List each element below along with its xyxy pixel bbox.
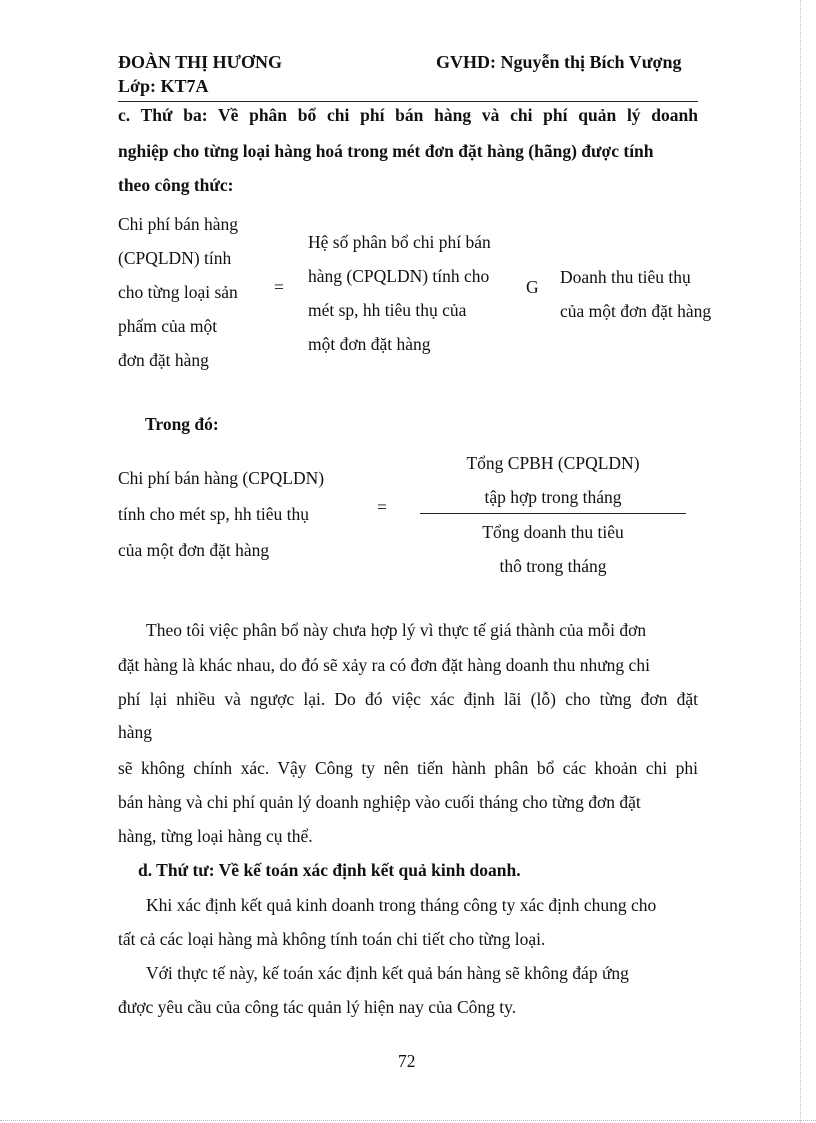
paragraph1-line: hàng, từng loại hàng cụ thể. [118,826,313,846]
section-d-heading: d. Thứ tư: Về kế toán xác định kết quả kinh doanh. [138,860,521,880]
formula2-numerator-line: tập hợp trong tháng [484,487,622,507]
trong-do-heading: Trong đó: [145,414,219,434]
formula1-lhs [118,207,238,377]
formula2-denominator-line: thô trong tháng [499,556,607,576]
paragraph2-line: tất cả các loại hàng mà không tính toán chi tiết cho từng loại. [118,929,546,949]
page-edge-right [800,0,801,1123]
formula1-mid-line: hàng (CPQLDN) tính cho [308,266,490,286]
formula1-mid-line: Hệ số phân bổ chi phí bán [308,232,491,252]
formula2-lhs [118,460,324,568]
formula1-mid [308,225,491,361]
paragraph1-line: hàng [118,722,153,742]
page-number: 72 [398,1051,416,1071]
formula2-denominator [420,515,686,583]
formula1-mid-line: mét sp, hh tiêu thụ của [308,300,467,320]
formula1-lhs-line: phẩm của một [118,316,218,336]
formula1-rhs-line: Doanh thu tiêu thụ [560,267,691,287]
section-c-line1: c. Thứ ba: Về phân bổ chi phí bán hàng và chi phí quản lý doanh [118,105,698,125]
paragraph3-line: Với thực tế này, kế toán xác định kết quả bán hàng sẽ không đáp ứng [146,963,629,983]
paragraph1-line: phí lại nhiều và ngược lại. Do đó việc xác định lãi (lỗ) cho từng đơn đặt [118,689,698,709]
fraction-bar [420,513,686,514]
paragraph1-line: sẽ không chính xác. Vậy Công ty nên tiến hành phân bổ các khoản chi phi [118,758,698,778]
formula2-lhs-line: tính cho mét sp, hh tiêu thụ [118,504,310,524]
formula2-denominator-line: Tổng doanh thu tiêu [482,522,624,542]
header-class: Lớp: KT7A [118,76,209,96]
paragraph2-line: Khi xác định kết quả kinh doanh trong tháng công ty xác định chung cho [146,895,657,915]
paragraph1-line: đặt hàng là khác nhau, do đó sẽ xảy ra có đơn đặt hàng doanh thu nhưng chi [118,655,650,675]
section-c-line2: nghiệp cho từng loại hàng hoá trong mét đơn đặt hàng (hãng) được tính [118,141,654,161]
formula1-equals: = [274,277,284,297]
header-rule [118,101,698,102]
formula1-rhs [560,260,711,328]
formula1-lhs-line: đơn đặt hàng [118,350,209,370]
paragraph1-line: bán hàng và chi phí quản lý doanh nghiệp vào cuối tháng cho từng đơn đặt [118,792,641,812]
formula1-lhs-line: cho từng loại sản [118,282,238,302]
paragraph3-line: được yêu cầu của công tác quản lý hiện nay của Công ty. [118,997,517,1017]
formula2-equals: = [377,497,387,517]
formula2-numerator-line: Tổng CPBH (CPQLDN) [466,453,640,473]
section-c-line3: theo công thức: [118,175,234,195]
header-advisor: GVHD: Nguyễn thị Bích Vượng [436,52,682,72]
formula2-numerator [420,446,686,514]
formula1-operator: G [526,277,539,297]
formula1-rhs-line: của một đơn đặt hàng [560,301,712,321]
formula2-lhs-line: của một đơn đặt hàng [118,540,270,560]
formula2-lhs-line: Chi phí bán hàng (CPQLDN) [118,468,325,488]
page-edge-bottom [0,1120,816,1121]
formula1-lhs-line: Chi phí bán hàng [118,214,239,234]
formula1-lhs-line: (CPQLDN) tính [118,248,232,268]
header-author: ĐOÀN THỊ HƯƠNG [118,52,283,72]
paragraph1-line: Theo tôi việc phân bổ này chưa hợp lý vì thực tế giá thành của mỗi đơn [146,620,647,640]
formula1-mid-line: một đơn đặt hàng [308,334,431,354]
